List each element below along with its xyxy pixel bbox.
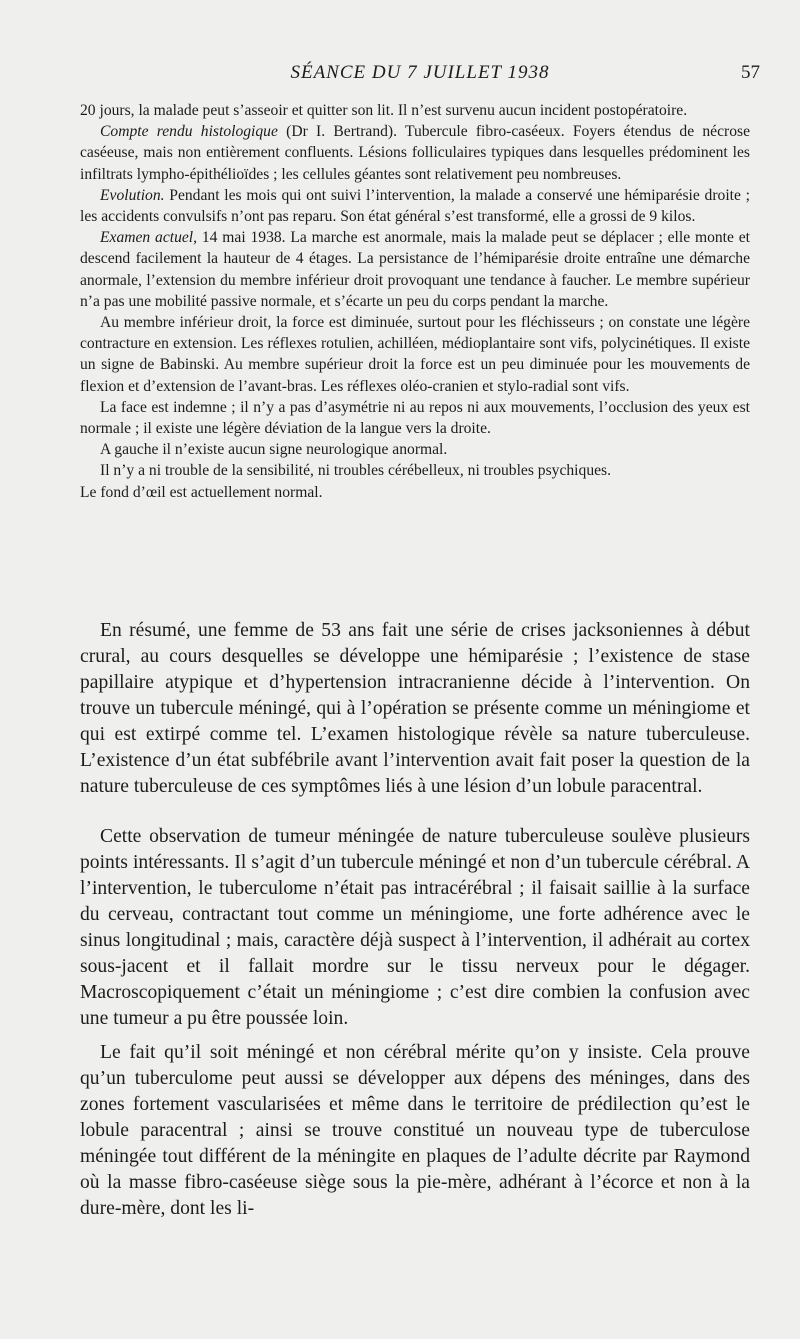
evolution-body: Pendant les mois qui ont suivi l’intervention, la malade a conservé une hémiparésie droite ; les accidents convulsifs n’ont pas reparu. Son état général s’est transformé, elle a grossi de 9 kilos. [80, 186, 750, 226]
paragraph-evolution [80, 185, 750, 227]
paragraph-current-exam [80, 227, 750, 312]
discussion-body [80, 618, 750, 1222]
evolution-heading: Evolution. [100, 186, 165, 204]
paragraph-sensibility: Il n’y a ni trouble de la sensibilité, ni troubles cérébelleux, ni troubles psychiques. [100, 462, 611, 480]
page-number: 57 [741, 62, 760, 83]
paragraph-summary: En résumé, une femme de 53 ans fait une série de crises jacksoniennes à début crural, au cours desquelles se développe une hémiparésie ; l’existence de stase papillaire atypique et d’hypertension intracranienne décide à l’intervention. On trouve un tubercule méningé, qui à l’opération se présente comme un méningiome et qui est extirpé comme tel. L’examen histologique révèle sa nature tuberculeuse. L’existence d’un état subfébrile avant l’intervention avait fait poser la question de la nature tuberculeuse de ces symptômes liés à une lésion d’un lobule paracentral. [80, 620, 750, 797]
paragraph-face: La face est indemne ; il n’y a pas d’asymétrie ni au repos ni aux mouvements, l’occlusion des yeux est normale ; il existe une légère déviation de la langue vers la droite. [80, 398, 750, 438]
running-title: SÉANCE DU 7 JUILLET 1938 [290, 62, 550, 83]
current-exam-heading: Examen actuel, [100, 229, 198, 247]
paragraph-histology [80, 121, 750, 185]
paragraph-fundus: Le fond d’œil est actuellement normal. [80, 483, 323, 501]
histology-heading: Compte rendu histologique [100, 123, 278, 141]
paragraph-left-side: A gauche il n’existe aucun signe neurologique anormal. [100, 441, 448, 459]
paragraph-meningeal: Le fait qu’il soit méningé et non cérébral mérite qu’on y insiste. Cela prouve qu’un tuberculome peut aussi se développer aux dépens des méninges, dans des zones fortement vascularisées et même dans le territoire de prédilection qu’est le lobule paracentral ; ainsi se trouve constitué un nouveau type de tuberculose méningée tout différent de la méningite en plaques de l’adulte décrite par Raymond où la masse fibro-caséeuse siège sous la pie-mère, adhérant à l’écorce et non à la dure-mère, dont les li- [80, 1042, 750, 1219]
page-header [80, 62, 760, 88]
paragraph-observation: Cette observation de tumeur méningée de nature tuberculeuse soulève plusieurs points intéressants. Il s’agit d’un tubercule méningé et non d’un tubercule cérébral. A l’intervention, le tuberculome n’était pas intracérébral ; il faisait saillie à la surface du cerveau, contractant tout comme un méningiome, une forte adhérence avec le sinus longitudinal ; mais, caractère déjà suspect à l’intervention, il adhérait au cortex sous-jacent et il fallait mordre sur le tissu nerveux pour le dégager. Macroscopiquement c’était un méningiome ; c’est dire combien la confusion avec une tumeur a pu être poussée loin. [80, 826, 750, 1029]
histology-body: (Dr I. Bertrand). Tubercule fibro-caséeux. Foyers étendus de nécrose caséeuse, mais non entièrement confluents. Lésions folliculaires typiques dans lesquelles prédominent les infiltrats lympho-épithélioïdes ; les cellules géantes sont relativement peu nombreuses. [80, 123, 751, 183]
paragraph-postoperative: 20 jours, la malade peut s’asseoir et quitter son lit. Il n’est survenu aucun incident postopératoire. [80, 102, 688, 119]
case-report-small-print [80, 100, 750, 503]
paragraph-lower-limb: Au membre inférieur droit, la force est diminuée, surtout pour les fléchisseurs ; on constate une légère contracture en extension. Les réflexes rotulien, achilléen, médioplantaire sont vifs, polycinétiques. Il existe un signe de Babinski. Au membre supérieur droit la force est un peu diminuée pour les mouvements de flexion et d’extension de l’avant-bras. Les réflexes oléo-cranien et stylo-radial sont vifs. [80, 314, 750, 395]
current-exam-body: 14 mai 1938. La marche est anormale, mais la malade peut se déplacer ; elle monte et descend facilement la hauteur de 4 étages. La persistance de l’hémiparésie droite entraîne une démarche anormale, l’extension du membre inférieur droit provoquant une tendance à faucher. Le membre supérieur n’a pas une mobilité passive normale, et s’écarte un peu du corps pendant la marche. [80, 229, 750, 310]
